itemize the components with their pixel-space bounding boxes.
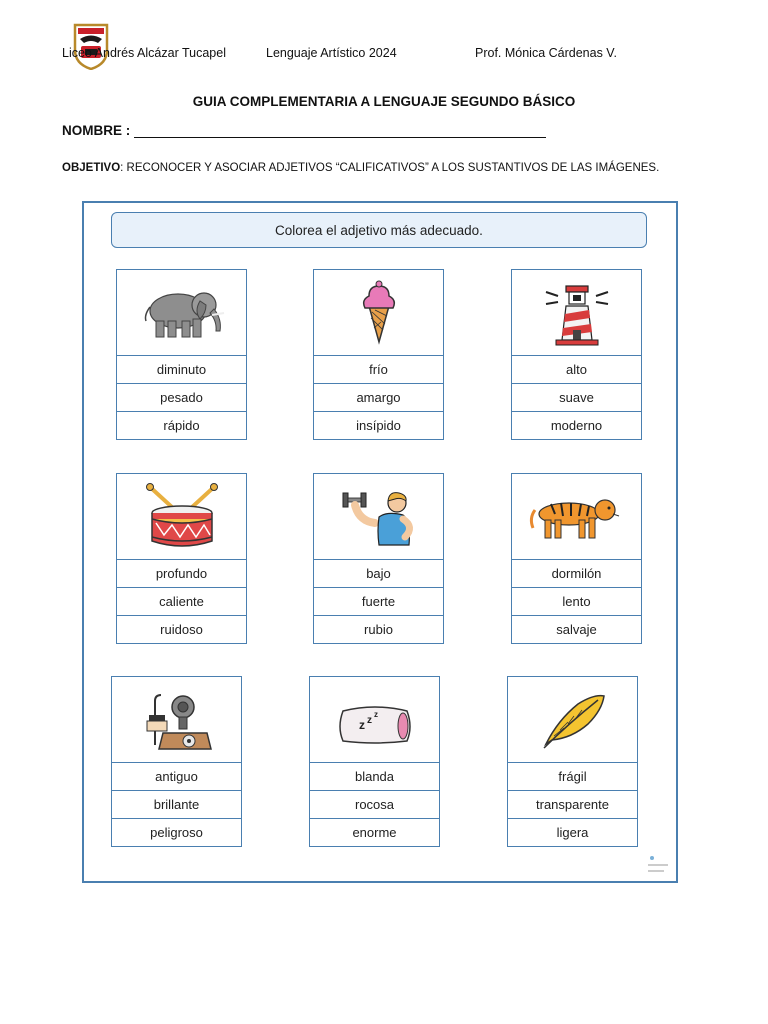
- drum-icon: [140, 483, 224, 551]
- strong-man-icon: [339, 487, 419, 547]
- card-lighthouse: [511, 269, 642, 440]
- objective: [62, 162, 659, 174]
- instruction-text: Colorea el adjetivo más adecuado.: [275, 222, 483, 238]
- adjective-option[interactable]: suave: [512, 384, 641, 412]
- source-watermark-logo: [648, 855, 670, 879]
- card-picture: [512, 270, 641, 356]
- header-school: Liceo Andrés Alcázar Tucapel: [62, 46, 226, 60]
- adjective-option[interactable]: transparente: [508, 791, 637, 819]
- adjective-option[interactable]: moderno: [550, 418, 603, 433]
- adjective-option[interactable]: caliente: [117, 588, 246, 616]
- card-picture: [117, 474, 246, 560]
- adjective-option[interactable]: alto: [512, 356, 641, 384]
- card-tiger: [511, 473, 642, 644]
- elephant-icon: [136, 285, 228, 341]
- adjective-option[interactable]: frágil: [508, 763, 637, 791]
- instruction-banner: [111, 212, 647, 248]
- name-blank-line[interactable]: [134, 125, 546, 138]
- adjective-option[interactable]: insípido: [356, 418, 401, 433]
- page-title: GUIA COMPLEMENTARIA A LENGUAJE SEGUNDO BÁSICO: [192, 94, 576, 109]
- adjective-option[interactable]: bajo: [314, 560, 443, 588]
- card-picture: [117, 270, 246, 356]
- card-feather: [507, 676, 638, 847]
- adjective-option[interactable]: enorme: [352, 825, 397, 840]
- header-teacher: Prof. Mónica Cárdenas V.: [475, 46, 617, 60]
- adjective-option[interactable]: profundo: [117, 560, 246, 588]
- card-strong-man: [313, 473, 444, 644]
- card-telephone: [111, 676, 242, 847]
- lighthouse-icon: [542, 278, 612, 348]
- card-drum: [116, 473, 247, 644]
- adjective-option[interactable]: pesado: [117, 384, 246, 412]
- card-pillow: [309, 676, 440, 847]
- adjective-option[interactable]: salvaje: [556, 622, 597, 637]
- adjective-option[interactable]: ligera: [556, 825, 589, 840]
- adjective-option[interactable]: rápido: [163, 418, 200, 433]
- card-picture: [314, 474, 443, 560]
- old-telephone-icon: [139, 687, 215, 753]
- pillow-icon: [337, 695, 413, 745]
- feather-icon: [538, 690, 608, 750]
- adjective-option[interactable]: rocosa: [310, 791, 439, 819]
- svg-text:z: z: [366, 714, 372, 726]
- adjective-option[interactable]: ruidoso: [160, 622, 203, 637]
- card-elephant: [116, 269, 247, 440]
- adjective-option[interactable]: amargo: [314, 384, 443, 412]
- header-subject: Lenguaje Artístico 2024: [266, 46, 397, 60]
- card-picture: [314, 270, 443, 356]
- adjective-option[interactable]: antiguo: [112, 763, 241, 791]
- adjective-option[interactable]: diminuto: [117, 356, 246, 384]
- adjective-option[interactable]: lento: [512, 588, 641, 616]
- card-picture: [310, 677, 439, 763]
- card-picture: [112, 677, 241, 763]
- adjective-option[interactable]: peligroso: [150, 825, 203, 840]
- objective-label: OBJETIVO: [62, 162, 121, 174]
- name-field[interactable]: [62, 123, 546, 138]
- adjective-option[interactable]: brillante: [112, 791, 241, 819]
- card-ice-cream: [313, 269, 444, 440]
- name-label: NOMBRE :: [62, 123, 131, 138]
- adjective-option[interactable]: rubio: [364, 622, 393, 637]
- card-picture: [508, 677, 637, 763]
- adjective-option[interactable]: fuerte: [314, 588, 443, 616]
- svg-text:z: z: [358, 717, 365, 732]
- adjective-option[interactable]: dormilón: [512, 560, 641, 588]
- adjective-option[interactable]: frío: [314, 356, 443, 384]
- tiger-icon: [527, 492, 627, 542]
- svg-text:z: z: [373, 709, 378, 719]
- adjective-option[interactable]: blanda: [310, 763, 439, 791]
- card-picture: [512, 474, 641, 560]
- objective-text: : RECONOCER Y ASOCIAR ADJETIVOS “CALIFICATIVOS” A LOS SUSTANTIVOS DE LAS IMÁGENES.: [120, 162, 660, 174]
- ice-cream-icon: [357, 280, 401, 346]
